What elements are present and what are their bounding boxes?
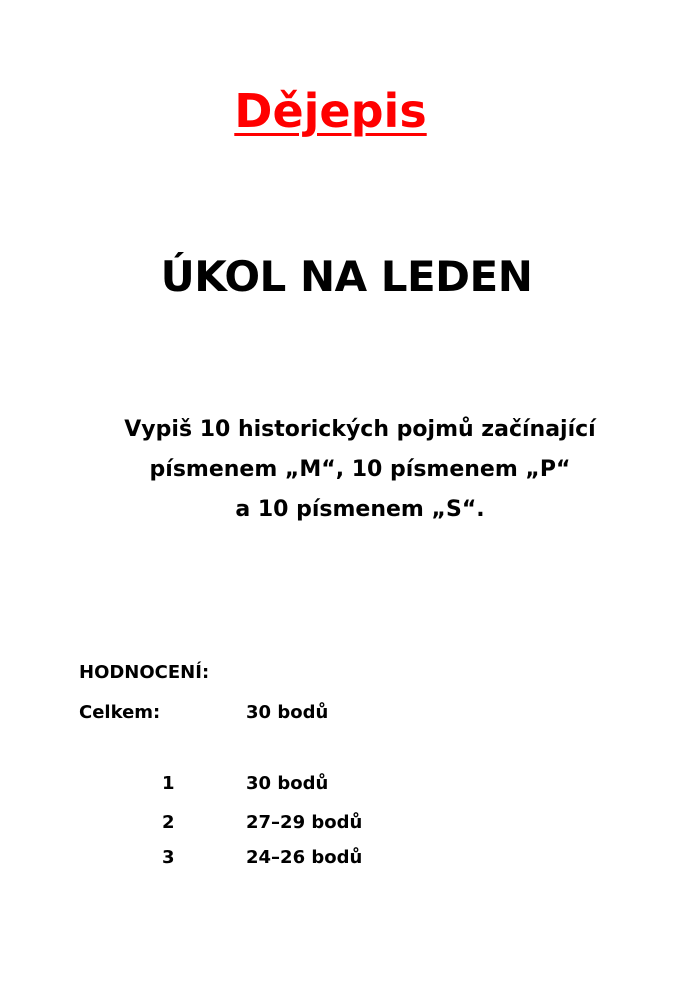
instructions-text [40, 410, 680, 530]
grade-points: 30 bodů [246, 773, 329, 794]
grade-row [79, 812, 479, 836]
grade-number: 3 [162, 847, 175, 868]
grade-number: 1 [162, 773, 175, 794]
subject-heading: Dějepis [234, 84, 427, 138]
instructions-line: Vypiš 10 historických pojmů začínající [124, 417, 596, 442]
grade-number: 2 [162, 812, 175, 833]
total-row [79, 702, 479, 726]
instructions-line: a 10 písmenem „S“. [235, 497, 485, 522]
grade-row [79, 847, 479, 871]
grade-points: 27–29 bodů [246, 812, 363, 833]
assignment-title: ÚKOL NA LEDEN [160, 252, 533, 301]
grade-row [79, 773, 479, 797]
total-label: Celkem: [79, 702, 161, 723]
total-value: 30 bodů [246, 702, 329, 723]
instructions-line: písmenem „M“, 10 písmenem „P“ [149, 457, 571, 482]
grading-heading: HODNOCENÍ: [79, 662, 210, 683]
grade-points: 24–26 bodů [246, 847, 363, 868]
